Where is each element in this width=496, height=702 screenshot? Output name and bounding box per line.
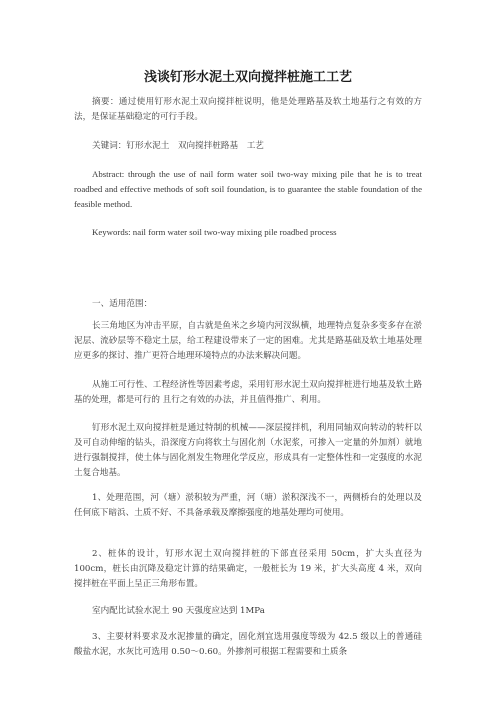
section-heading: 一、适用范围： bbox=[92, 299, 153, 309]
paragraph-5: 2、桩体的设计，钉形水泥土双向搅拌桩的下部直径采用 50cm，扩大头直径为 100cm，桩长由沉降及稳定计算的结果确定，一般桩长为 19 米，扩大头高度 4 米，双向搅拌桩在平面上呈正三角形布置。 bbox=[74, 549, 422, 589]
paragraph-1: 长三角地区为冲击平原，自古就是鱼米之乡境内河汊纵横，地理特点复杂多变多存在淤泥层、流砂层等不稳定土层，给工程建设带来了一定的困难。尤其是路基础及软土地基处理应更多的探讨、推广更符合地理环境特点的办法来解决问题。 bbox=[74, 321, 422, 361]
paragraph-7: 3、主要材料要求及水泥掺量的确定，固化剂宜选用强度等级为 42.5 级以上的普通硅酸盐水泥，水灰比可选用 0.50～0.60。外掺剂可根据工程需要和土质条 bbox=[74, 632, 422, 657]
paragraph-3: 钉形水泥土双向搅拌桩是通过特制的机械——深层搅拌机，利用同轴双向转动的转杆以及可自动伸缩的钻头，沿深度方向将软土与固化剂（水泥浆，可掺入一定量的外加剂）就地进行强制搅拌，使土体与固化剂发生物理化学反应，形成具有一定整体性和一定强度的水泥土复合地基。 bbox=[74, 423, 422, 478]
abstract-en: Abstract: through the use of nail form water soil two-way mixing pile that he is to treat roadbed and effective methods of soft soil foundation, is to guarantee the stable foundation of the feasible method. bbox=[74, 169, 422, 209]
paragraph-6: 室内配比试验水泥土 90 天强度应达到 1MPa bbox=[92, 606, 265, 616]
paragraph-2: 从施工可行性、工程经济性等因素考虑，采用钉形水泥土双向搅拌桩进行地基及软土路基的处理，都是可行的 且行之有效的办法，并且值得推广、利用。 bbox=[74, 380, 422, 405]
document-title: 浅谈钉形水泥土双向搅拌桩施工工艺 bbox=[143, 70, 352, 85]
keywords-en: Keywords: nail form water soil two-way mixing pile roadbed process bbox=[92, 227, 337, 237]
keywords-cn: 关键词：钉形水泥土 双向搅拌桩路基 工艺 bbox=[92, 141, 264, 151]
abstract-cn: 摘要：通过使用钉形水泥土双向搅拌桩说明，他是处理路基及软土地基行之有效的方法，是保证基础稳定的可行手段。 bbox=[74, 97, 422, 122]
paragraph-4: 1、处理范围，河（塘）淤积较为严重，河（塘）淤积深浅不一，两侧桥台的处理以及任何底下暗浜、土质不好、不具备承载及摩擦强度的地基处理均可使用。 bbox=[74, 493, 422, 518]
